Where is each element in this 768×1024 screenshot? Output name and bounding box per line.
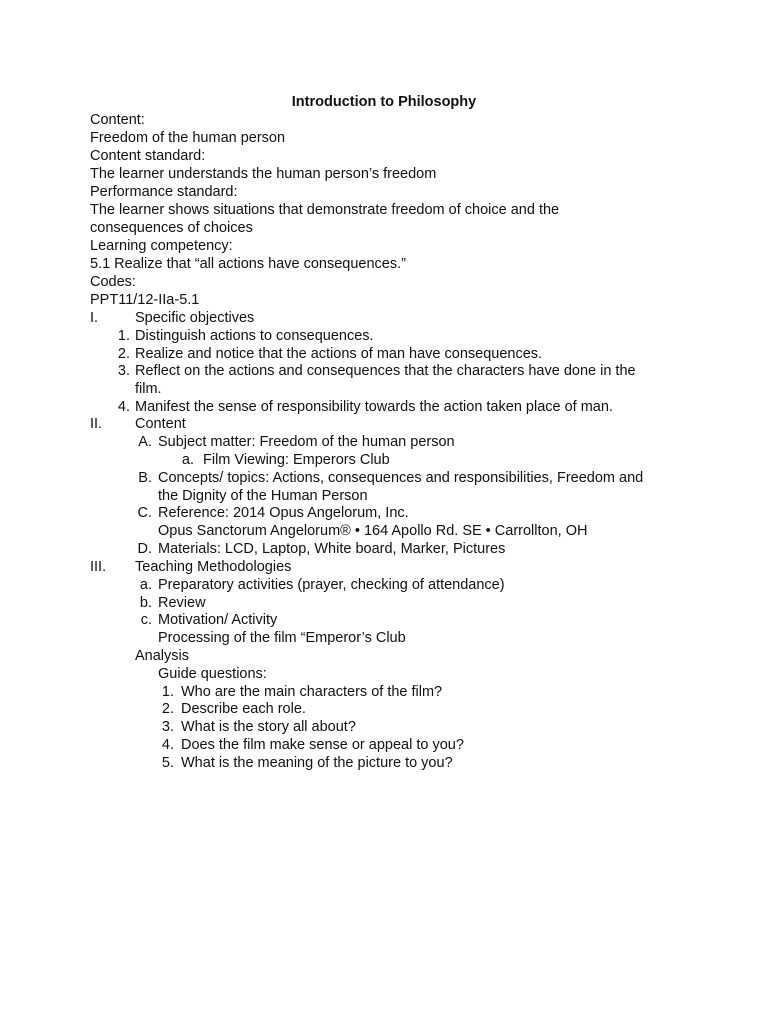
methodology-motivation-detail: Processing of the film “Emperor’s Club [158, 630, 406, 646]
objective-item: Reflect on the actions and consequences that the characters have done in the [135, 363, 636, 379]
content-item-concepts: Concepts/ topics: Actions, consequences and responsibilities, Freedom and [158, 470, 644, 486]
guide-question: Does the film make sense or appeal to you? [181, 737, 464, 753]
content-item-letter: D. [137, 541, 152, 557]
codes-value: PPT11/12-IIa-5.1 [90, 292, 200, 308]
objective-number: 1. [117, 328, 130, 344]
learning-competency-value: 5.1 Realize that “all actions have consequences.” [90, 256, 406, 272]
learning-competency-label: Learning competency: [90, 238, 233, 254]
guide-question-number: 4. [161, 737, 174, 753]
document-title: Introduction to Philosophy [291, 94, 477, 110]
guide-questions-heading: Guide questions: [158, 666, 267, 682]
guide-question: What is the story all about? [181, 719, 356, 735]
methodology-review: Review [158, 595, 206, 611]
objective-number: 2. [117, 346, 130, 362]
content-subitem-letter: a. [181, 452, 194, 468]
performance-standard-label: Performance standard: [90, 184, 238, 200]
content-item-subject-matter: Subject matter: Freedom of the human person [158, 434, 455, 450]
content-value: Freedom of the human person [90, 130, 286, 146]
section-3-heading: Teaching Methodologies [135, 559, 292, 575]
methodology-letter: b. [139, 595, 152, 611]
guide-question-number: 2. [161, 701, 174, 717]
objective-item: Distinguish actions to consequences. [135, 328, 374, 344]
content-standard-value: The learner understands the human person’s freedom [90, 166, 437, 182]
guide-question-number: 1. [161, 684, 174, 700]
content-subitem-film-viewing: Film Viewing: Emperors Club [203, 452, 390, 468]
performance-standard-value-line-1: The learner shows situations that demonstrate freedom of choice and the [90, 202, 560, 218]
content-item-concepts-continued: the Dignity of the Human Person [158, 488, 368, 504]
objective-number: 4. [117, 399, 130, 415]
content-item-letter: A. [138, 434, 152, 450]
guide-question: What is the meaning of the picture to you? [181, 755, 453, 771]
methodology-letter: c. [140, 612, 152, 628]
content-item-letter: C. [137, 505, 152, 521]
objective-item: Manifest the sense of responsibility towards the action taken place of man. [135, 399, 613, 415]
methodology-motivation: Motivation/ Activity [158, 612, 278, 628]
guide-question-number: 3. [161, 719, 174, 735]
section-2-heading: Content [135, 416, 186, 432]
section-1-heading: Specific objectives [135, 310, 255, 326]
guide-question: Describe each role. [181, 701, 306, 717]
performance-standard-value-line-2: consequences of choices [90, 220, 253, 236]
objective-item-continued: film. [135, 381, 162, 397]
methodology-letter: a. [139, 577, 152, 593]
methodology-preparatory: Preparatory activities (prayer, checking of attendance) [158, 577, 505, 593]
codes-label: Codes: [90, 274, 136, 290]
content-label: Content: [90, 112, 145, 128]
section-2-numeral: II. [90, 416, 103, 432]
objective-number: 3. [117, 363, 130, 379]
content-item-letter: B. [138, 470, 152, 486]
content-item-reference: Reference: 2014 Opus Angelorum, Inc. [158, 505, 409, 521]
content-item-reference-continued: Opus Sanctorum Angelorum® • 164 Apollo Rd. SE • Carrollton, OH [158, 523, 588, 539]
content-item-materials: Materials: LCD, Laptop, White board, Marker, Pictures [158, 541, 506, 557]
content-standard-label: Content standard: [90, 148, 206, 164]
analysis-heading: Analysis [135, 648, 189, 664]
guide-question: Who are the main characters of the film? [181, 684, 443, 700]
section-1-numeral: I. [90, 310, 99, 326]
section-3-numeral: III. [90, 559, 107, 575]
objective-item: Realize and notice that the actions of man have consequences. [135, 346, 543, 362]
guide-question-number: 5. [161, 755, 174, 771]
